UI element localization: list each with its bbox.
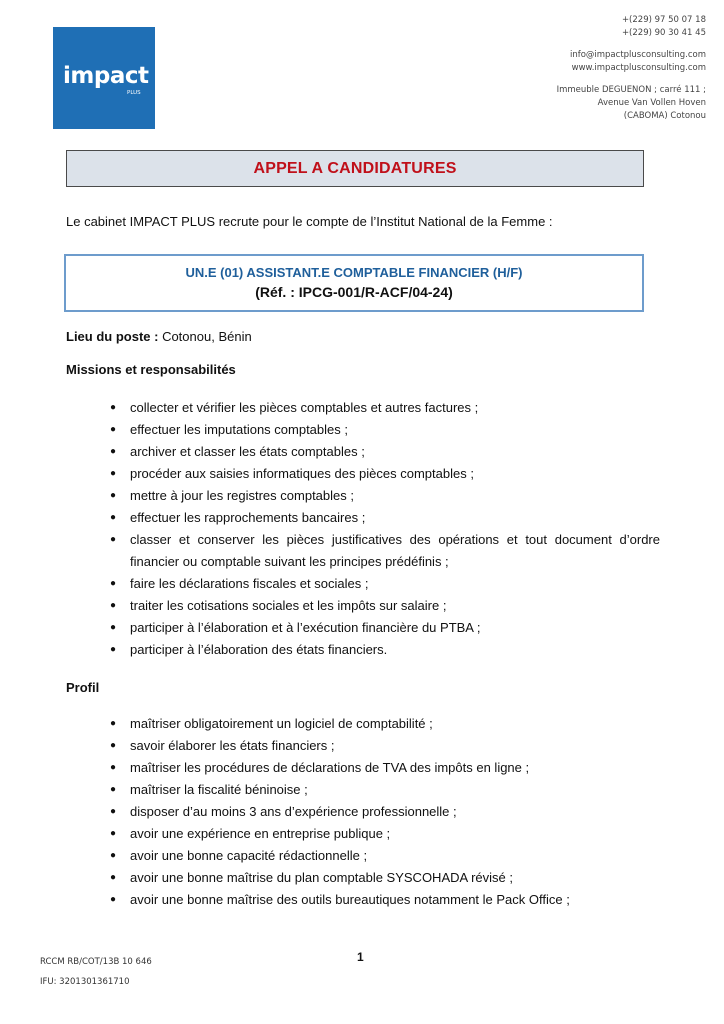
job-reference: (Réf. : IPCG-001/R-ACF/04-24) — [255, 284, 453, 300]
email-address: info@impactplusconsulting.com — [569, 50, 706, 60]
bullet-icon: ● — [110, 600, 117, 611]
bullet-icon: ● — [110, 468, 117, 479]
list-item: ● traiter les cotisations sociales et les impôts sur salaire ; — [66, 595, 660, 617]
list-item: ● maîtriser obligatoirement un logiciel de comptabilité ; — [66, 713, 660, 735]
address-line-3: (CABOMA) Cotonou — [623, 111, 706, 121]
phone-2: +(229) 90 30 41 45 — [621, 28, 706, 38]
list-item: ● participer à l’élaboration et à l’exécution financière du PTBA ; — [66, 617, 660, 639]
ifu-number: IFU: 3201301361710 — [40, 977, 130, 987]
bullet-icon: ● — [110, 446, 117, 457]
location-label: Lieu du poste : — [66, 329, 159, 344]
rccm-number: RCCM RB/COT/13B 10 646 — [40, 957, 152, 967]
contact-block — [557, 14, 706, 123]
location-value: Cotonou, Bénin — [158, 329, 252, 344]
intro-text: Le cabinet IMPACT PLUS recrute pour le compte de l’Institut National de la Femme : — [66, 214, 553, 229]
bullet-icon: ● — [110, 424, 117, 435]
list-item: ● archiver et classer les états comptables ; — [66, 441, 660, 463]
profile-heading: Profil — [66, 680, 100, 695]
logo-text: impact — [63, 63, 149, 89]
phone-1: +(229) 97 50 07 18 — [621, 15, 706, 25]
document-title: APPEL A CANDIDATURES — [253, 159, 457, 177]
list-item: ● savoir élaborer les états financiers ; — [66, 735, 660, 757]
job-title: UN.E (01) ASSISTANT.E COMPTABLE FINANCIER (H/F) — [185, 265, 523, 280]
page-number: 1 — [357, 950, 364, 964]
bullet-icon: ● — [110, 828, 117, 839]
bullet-icon: ● — [110, 578, 117, 589]
bullet-icon: ● — [110, 644, 117, 655]
logo-subtext: PLUS — [127, 90, 141, 96]
job-title-box — [64, 254, 644, 312]
list-item: ● avoir une expérience en entreprise publique ; — [66, 823, 660, 845]
bullet-icon: ● — [110, 762, 117, 773]
list-item: ● maîtriser la fiscalité béninoise ; — [66, 779, 660, 801]
bullet-icon: ● — [110, 490, 117, 501]
website-address: www.impactplusconsulting.com — [571, 63, 706, 73]
missions-list — [66, 397, 660, 661]
list-item: ● maîtriser les procédures de déclarations de TVA des impôts en ligne ; — [66, 757, 660, 779]
list-item: ● avoir une bonne maîtrise du plan comptable SYSCOHADA révisé ; — [66, 867, 660, 889]
list-item: ● effectuer les imputations comptables ; — [66, 419, 660, 441]
list-item: ● classer et conserver les pièces justificatives des opérations et tout document d’ordre financier ou comptable suivant les principes prédéfinis ; — [66, 529, 660, 573]
list-item: ● mettre à jour les registres comptables ; — [66, 485, 660, 507]
bullet-icon: ● — [110, 850, 117, 861]
footer-registration — [40, 952, 152, 992]
list-item: ● disposer d’au moins 3 ans d’expérience professionnelle ; — [66, 801, 660, 823]
list-item: ● effectuer les rapprochements bancaires ; — [66, 507, 660, 529]
bullet-icon: ● — [110, 784, 117, 795]
bullet-icon: ● — [110, 872, 117, 883]
bullet-icon: ● — [110, 806, 117, 817]
list-item: ● procéder aux saisies informatiques des pièces comptables ; — [66, 463, 660, 485]
profile-list — [66, 713, 660, 911]
list-item: ● faire les déclarations fiscales et sociales ; — [66, 573, 660, 595]
company-logo — [53, 27, 155, 129]
list-item: ● collecter et vérifier les pièces comptables et autres factures ; — [66, 397, 660, 419]
address-line-2: Avenue Van Vollen Hoven — [597, 98, 706, 108]
job-location — [66, 329, 252, 344]
title-box — [66, 150, 644, 187]
bullet-icon: ● — [110, 894, 117, 905]
bullet-icon: ● — [110, 622, 117, 633]
list-item: ● avoir une bonne maîtrise des outils bureautiques notamment le Pack Office ; — [66, 889, 660, 911]
bullet-icon: ● — [110, 740, 117, 751]
bullet-icon: ● — [110, 534, 117, 545]
missions-heading: Missions et responsabilités — [66, 362, 236, 377]
list-item: ● participer à l’élaboration des états financiers. — [66, 639, 660, 661]
bullet-icon: ● — [110, 402, 117, 413]
address-line-1: Immeuble DEGUENON ; carré 111 ; — [556, 85, 706, 95]
bullet-icon: ● — [110, 718, 117, 729]
list-item: ● avoir une bonne capacité rédactionnelle ; — [66, 845, 660, 867]
bullet-icon: ● — [110, 512, 117, 523]
